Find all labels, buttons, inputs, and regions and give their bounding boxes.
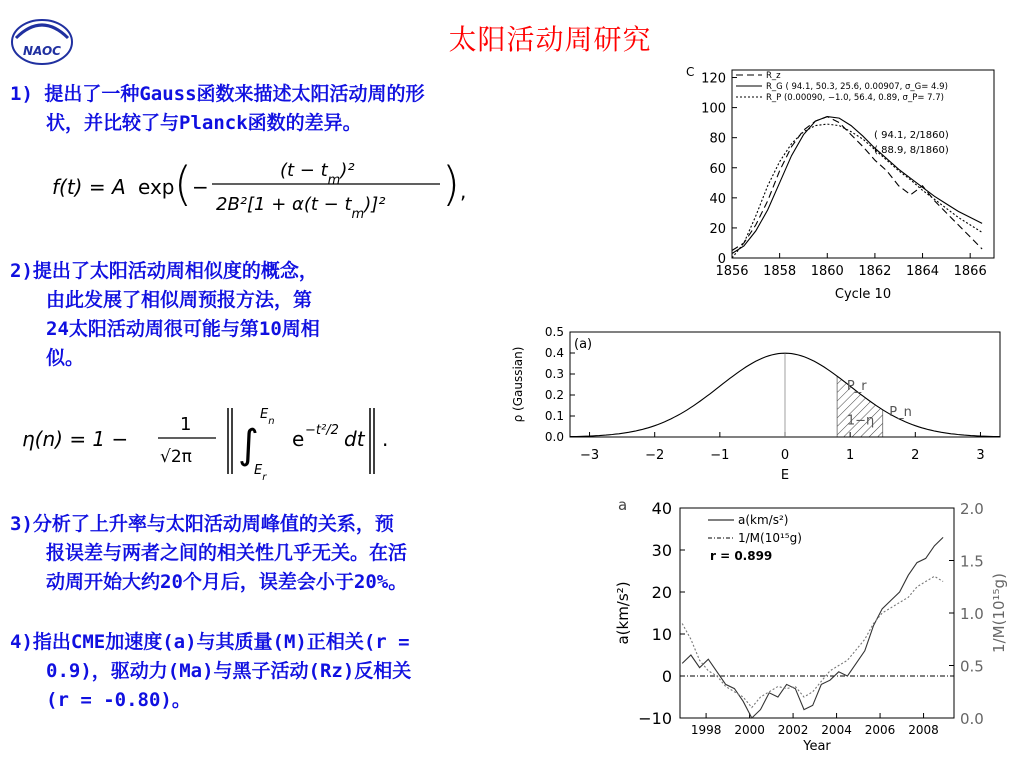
plot-frame	[680, 508, 954, 718]
svg-text:.: .	[382, 427, 389, 451]
point-4-line-3: (r = -0.80)。	[46, 689, 191, 711]
svg-text:,: ,	[460, 179, 467, 203]
svg-text:√2π: √2π	[160, 447, 192, 467]
naoc-logo	[6, 8, 78, 66]
similarity-formula	[22, 400, 452, 480]
x-tick-label: 2002	[777, 723, 809, 737]
svg-text:(t − tm)²: $(t - t_m)^2$	[280, 160, 355, 188]
svg-text:η(n) = 1 −: η(n) = 1 −	[22, 427, 129, 451]
x-axis-label: Cycle 10	[834, 287, 892, 302]
y-tick-label: 10	[651, 625, 672, 644]
x-tick-label: 0	[780, 448, 790, 463]
label-one-minus-eta: 1−η	[846, 413, 875, 429]
gauss-formula	[52, 152, 472, 224]
svg-text:2B²[1 + α(t − tm)]²: $2B^2[1 + \alpha(t - t_m)]^2$	[216, 194, 386, 222]
x-tick-label: −1	[710, 448, 730, 463]
series-line-1	[682, 576, 943, 707]
point-3	[10, 510, 610, 597]
y-tick-label: 20	[709, 221, 726, 237]
y-tick-label: 0.1	[544, 409, 564, 423]
y-tick-label: 0	[717, 252, 726, 267]
point-3-line-2: 报误差与两者之间的相关性几乎无关。在活	[46, 542, 408, 564]
y-tick-label: 0.3	[544, 367, 564, 381]
y-tick-label: 30	[651, 541, 672, 560]
svg-text:f(t) = A: f(t) = A	[52, 175, 126, 199]
y-tick-label: 40	[651, 499, 672, 518]
x-axis-label: E	[780, 468, 790, 483]
legend-entry: 1/M(10¹⁵g)	[738, 531, 802, 545]
x-tick-label: 1998	[690, 723, 722, 737]
svg-text:En: $E_n$	[260, 407, 275, 427]
y-tick-label: 20	[651, 583, 672, 602]
y-tick-label: −10	[638, 709, 672, 728]
svg-text:): )	[442, 157, 460, 211]
x-tick-label: 2006	[864, 723, 896, 737]
x-tick-label: 2	[911, 448, 920, 463]
x-tick-label: 1	[846, 448, 855, 463]
y-tick-label: 0.2	[544, 388, 564, 402]
legend-entry: a(km/s²)	[738, 513, 789, 527]
point-4-line-2: 0.9)，驱动力(Ma)与黑子活动(Rz)反相关	[46, 660, 412, 682]
y-tick-label: 40	[709, 191, 726, 207]
point-1-line-1: 1) 提出了一种Gauss函数来描述太阳活动周的形	[10, 83, 425, 105]
gaussian-similarity-chart	[500, 322, 1010, 492]
y-tick-label: 0.0	[544, 430, 564, 444]
y-right-tick-label: 0.0	[960, 710, 984, 728]
y-right-tick-label: 1.0	[960, 605, 984, 623]
x-tick-label: 1866	[953, 264, 987, 279]
label-pr: P_r	[846, 378, 867, 394]
correlation-label: r = 0.899	[710, 549, 773, 563]
svg-text:∫: ∫	[238, 422, 259, 468]
point-2-line-1: 2)提出了太阳活动周相似度的概念，	[10, 260, 318, 282]
y-tick-label: 0.5	[544, 325, 564, 339]
y-tick-label: 0.4	[544, 346, 564, 360]
legend-entry: R_P (0.00090, −1.0, 56.4, 0.89, σ_P= 7.7)	[766, 93, 944, 103]
y-tick-label: 0	[661, 667, 672, 686]
y-tick-label: 100	[701, 101, 726, 117]
svg-text:−: −	[192, 175, 209, 199]
peak-annotation: ( 88.9, 8/1860)	[874, 145, 949, 156]
page-title: 太阳活动周研究	[448, 23, 652, 56]
series-line-0	[682, 537, 943, 718]
x-tick-label: −3	[579, 448, 600, 463]
point-2-line-3: 24太阳活动周很可能与第10周相	[46, 318, 320, 340]
peak-annotation: ( 94.1, 2/1860)	[874, 130, 949, 141]
y-right-axis-label: 1/M(10¹⁵g)	[990, 573, 1008, 653]
label-pn: P_n	[889, 405, 912, 420]
point-3-line-3: 动周开始大约20个月后，误差会小于20%。	[46, 571, 408, 593]
logo-text: NAOC	[23, 44, 61, 58]
legend-entry: R_z	[766, 71, 781, 81]
y-right-tick-label: 1.5	[960, 552, 984, 571]
svg-text:dt: dt	[344, 427, 365, 451]
y-right-tick-label: 2.0	[960, 500, 984, 518]
y-axis-label: ρ (Gaussian)	[511, 346, 525, 423]
point-1	[10, 80, 620, 138]
point-2	[10, 257, 480, 373]
x-tick-label: 2000	[734, 723, 765, 737]
point-4	[10, 628, 610, 715]
y-axis-label: C	[686, 65, 695, 79]
x-tick-label: 1858	[763, 264, 797, 279]
legend-entry: R_G ( 94.1, 50.3, 25.6, 0.00907, σ_G= 4.9)	[766, 82, 948, 92]
svg-text:exp: exp	[138, 175, 175, 199]
svg-text:e: e	[292, 427, 305, 451]
point-2-line-2: 由此发展了相似周预报方法，第	[46, 289, 313, 311]
x-tick-label: 2008	[908, 723, 939, 737]
svg-text:−t²/2: −t²/2	[305, 423, 339, 438]
cycle10-chart	[682, 62, 1002, 310]
x-axis-label: Year	[803, 739, 831, 754]
panel-label: (a)	[574, 337, 593, 352]
point-2-line-4: 似。	[46, 347, 85, 369]
y-tick-label: 80	[709, 131, 726, 147]
svg-text:Er: $E_r$	[254, 463, 267, 480]
x-tick-label: 1860	[810, 264, 844, 279]
point-3-line-1: 3)分析了上升率与太阳活动周峰值的关系，预	[10, 513, 394, 535]
x-tick-label: 1864	[905, 264, 940, 279]
x-tick-label: 2004	[821, 723, 852, 737]
y-tick-label: 60	[709, 161, 726, 177]
x-tick-label: 1856	[715, 264, 749, 279]
y-tick-label: 120	[701, 71, 726, 87]
svg-text:(: (	[174, 157, 192, 211]
point-4-line-1: 4)指出CME加速度(a)与其质量(M)正相关(r =	[10, 631, 410, 653]
cme-acceleration-chart	[606, 490, 1020, 768]
x-tick-label: 3	[976, 448, 985, 463]
y-right-tick-label: 0.5	[960, 657, 984, 676]
svg-text:1: 1	[180, 414, 192, 435]
top-left-label: a	[618, 496, 628, 514]
y-axis-label: a(km/s²)	[614, 581, 632, 645]
point-1-line-2: 状，并比较了与Planck函数的差异。	[46, 112, 362, 134]
x-tick-label: 1862	[858, 264, 892, 279]
x-tick-label: −2	[645, 448, 665, 463]
